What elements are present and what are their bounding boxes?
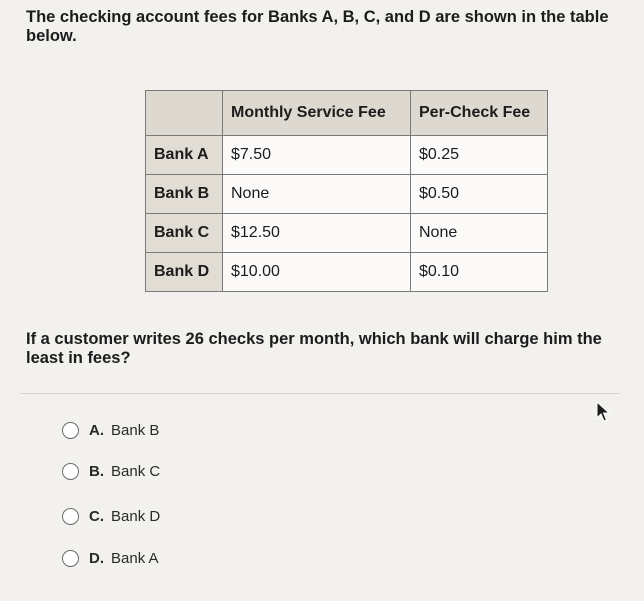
answer-choice-d[interactable] xyxy=(62,547,159,569)
choice-letter: D. xyxy=(89,549,104,567)
table-row xyxy=(146,136,548,175)
intro-text: The checking account fees for Banks A, B, C, and D are shown in the table below. xyxy=(26,8,609,45)
divider xyxy=(20,393,620,394)
answer-choice-c[interactable] xyxy=(62,505,160,527)
radio-circle-icon[interactable] xyxy=(62,508,79,525)
choice-label: Bank B xyxy=(111,421,160,439)
table-header-row xyxy=(146,91,548,136)
radio-circle-icon[interactable] xyxy=(62,422,79,439)
per-check-fee-cell: $0.50 xyxy=(411,175,548,214)
monthly-fee-cell: $7.50 xyxy=(223,136,411,175)
table-row xyxy=(146,214,548,253)
answer-choice-b[interactable] xyxy=(62,460,160,482)
table-header-per-check-fee: Per-Check Fee xyxy=(411,91,548,136)
mouse-pointer-icon xyxy=(596,401,612,423)
table-row xyxy=(146,175,548,214)
choice-label: Bank A xyxy=(111,549,159,567)
question-text: If a customer writes 26 checks per month, which bank will charge him the least in fees? xyxy=(26,330,602,367)
choice-letter: B. xyxy=(89,462,104,480)
monthly-fee-cell: $12.50 xyxy=(223,214,411,253)
bank-name-cell: Bank D xyxy=(146,253,223,292)
radio-circle-icon[interactable] xyxy=(62,550,79,567)
choice-label: Bank D xyxy=(111,507,161,525)
per-check-fee-cell: $0.25 xyxy=(411,136,548,175)
bank-name-cell: Bank A xyxy=(146,136,223,175)
choice-letter: A. xyxy=(89,421,104,439)
monthly-fee-cell: None xyxy=(223,175,411,214)
per-check-fee-cell: None xyxy=(411,214,548,253)
table-row xyxy=(146,253,548,292)
fee-table xyxy=(145,90,548,292)
choice-letter: C. xyxy=(89,507,104,525)
choice-label: Bank C xyxy=(111,462,161,480)
answer-choice-a[interactable] xyxy=(62,419,159,441)
per-check-fee-cell: $0.10 xyxy=(411,253,548,292)
radio-circle-icon[interactable] xyxy=(62,463,79,480)
bank-name-cell: Bank B xyxy=(146,175,223,214)
bank-name-cell: Bank C xyxy=(146,214,223,253)
table-header-empty xyxy=(146,91,223,136)
table-header-monthly-service-fee: Monthly Service Fee xyxy=(223,91,411,136)
monthly-fee-cell: $10.00 xyxy=(223,253,411,292)
